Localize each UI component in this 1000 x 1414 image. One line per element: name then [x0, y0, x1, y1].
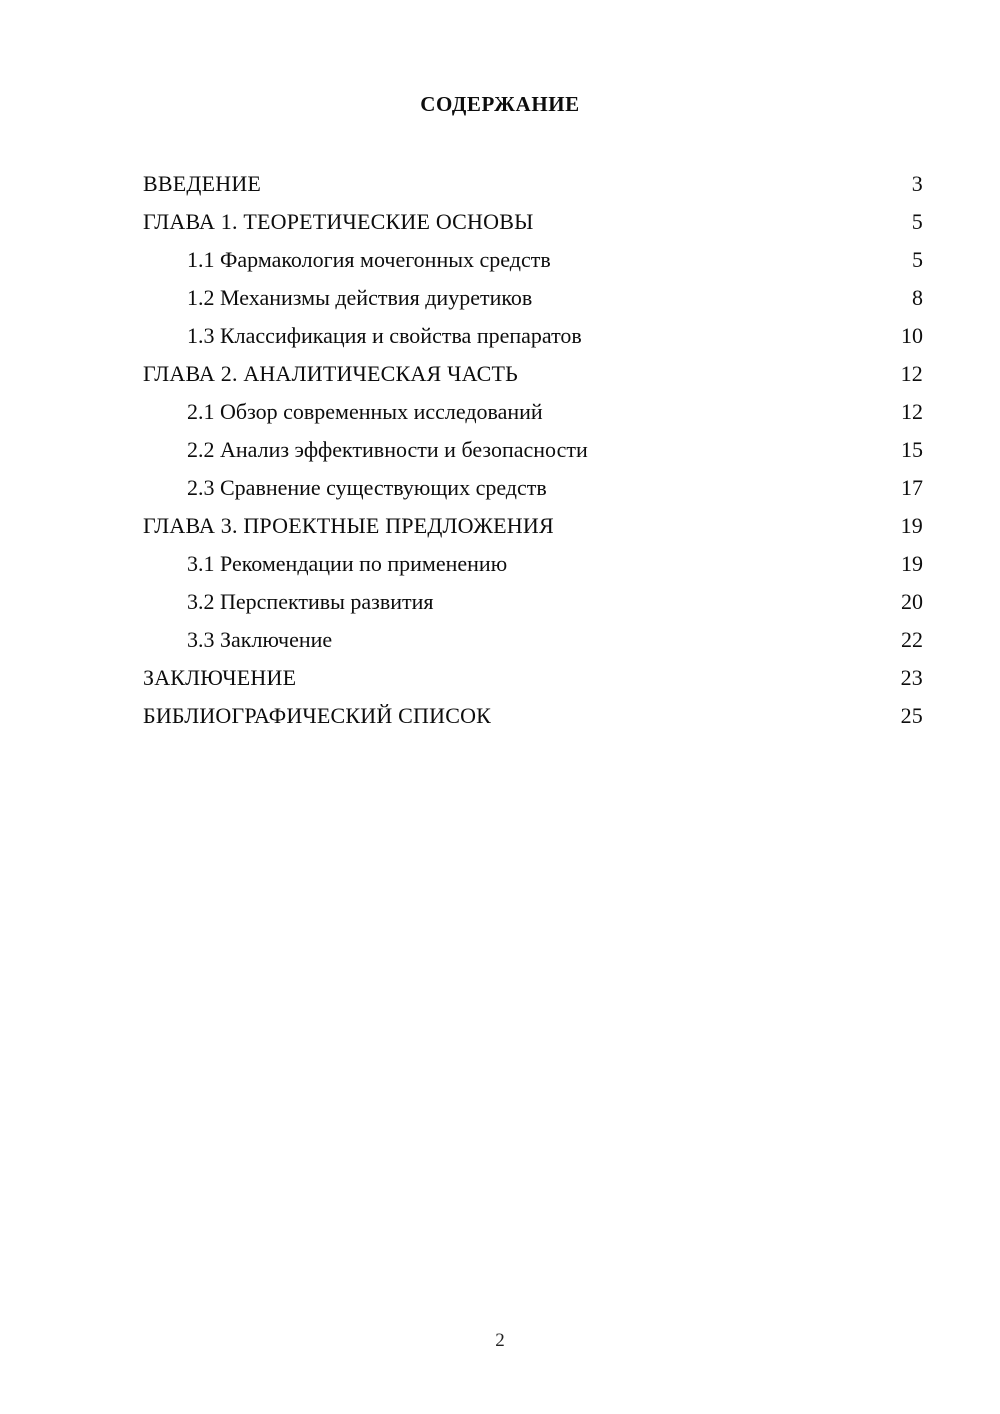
- toc-entry-page: 8: [912, 285, 923, 310]
- toc-entry-label: 2.1 Обзор современных исследований: [187, 399, 543, 424]
- toc-entry[interactable]: [143, 317, 923, 355]
- toc-entry[interactable]: [143, 355, 923, 393]
- toc-entry-page: 15: [901, 437, 923, 462]
- toc-entry-label: 1.3 Классификация и свойства препаратов: [187, 323, 582, 348]
- toc-entry[interactable]: [143, 393, 923, 431]
- toc-entry[interactable]: [143, 431, 923, 469]
- toc-entry-page: 12: [901, 399, 923, 424]
- toc-entry-page: 10: [901, 323, 923, 348]
- toc-entry[interactable]: [143, 621, 923, 659]
- toc-entry-label: ГЛАВА 2. АНАЛИТИЧЕСКАЯ ЧАСТЬ: [143, 361, 518, 386]
- toc-entry-page: 19: [900, 513, 923, 538]
- toc-entry-page: 23: [900, 665, 923, 690]
- toc-entry-page: 5: [911, 209, 923, 234]
- toc-entry[interactable]: [143, 241, 923, 279]
- toc-entry[interactable]: [143, 583, 923, 621]
- toc-entry-label: ВВЕДЕНИЕ: [143, 171, 262, 196]
- toc-entry-page: 5: [912, 247, 923, 272]
- table-of-contents: [143, 165, 923, 735]
- toc-entry-label: 2.2 Анализ эффективности и безопасности: [187, 437, 588, 462]
- toc-entry-page: 25: [900, 703, 923, 728]
- toc-entry-label: БИБЛИОГРАФИЧЕСКИЙ СПИСОК: [143, 703, 492, 728]
- toc-entry-label: ГЛАВА 3. ПРОЕКТНЫЕ ПРЕДЛОЖЕНИЯ: [143, 513, 554, 538]
- toc-entry-page: 22: [901, 627, 923, 652]
- page-title: СОДЕРЖАНИЕ: [420, 92, 580, 116]
- toc-entry[interactable]: [143, 507, 923, 545]
- toc-entry-label: 1.2 Механизмы действия диуретиков: [187, 285, 533, 310]
- toc-entry-label: ГЛАВА 1. ТЕОРЕТИЧЕСКИЕ ОСНОВЫ: [143, 209, 534, 234]
- toc-entry-page: 12: [900, 361, 923, 386]
- toc-entry-label: 2.3 Сравнение существующих средств: [187, 475, 547, 500]
- toc-entry-page: 17: [901, 475, 923, 500]
- toc-entry[interactable]: [143, 279, 923, 317]
- toc-entry-page: 3: [911, 171, 923, 196]
- toc-entry-page: 20: [901, 589, 923, 614]
- toc-entry[interactable]: [143, 545, 923, 583]
- toc-entry[interactable]: [143, 659, 923, 697]
- toc-entry-label: 3.2 Перспективы развития: [187, 589, 434, 614]
- footer-page-number: 2: [495, 1330, 505, 1351]
- toc-entry-label: ЗАКЛЮЧЕНИЕ: [143, 665, 297, 690]
- toc-entry-label: 3.1 Рекомендации по применению: [187, 551, 508, 576]
- toc-entry[interactable]: [143, 469, 923, 507]
- toc-entry-label: 3.3 Заключение: [187, 627, 333, 652]
- toc-entry-label: 1.1 Фармакология мочегонных средств: [187, 247, 551, 272]
- toc-entry[interactable]: [143, 165, 923, 203]
- toc-entry[interactable]: [143, 697, 923, 735]
- toc-entry[interactable]: [143, 203, 923, 241]
- toc-entry-page: 19: [901, 551, 923, 576]
